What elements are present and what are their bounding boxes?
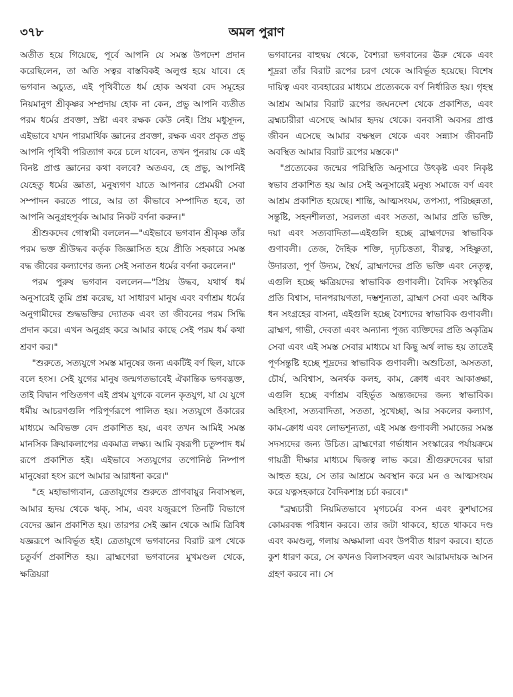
- page-header: [20, 24, 493, 42]
- paragraph: "হে মহাভাগ্যবান, ত্রেতাযুগের শুরুতে প্রাণবায়ুর নিবাসস্থল, আমার হৃদয় থেকে ঋক্, সাম, এবং যজুরূপে তিনটি বিভাগে বেদের জ্ঞান প্রকাশিত হয়। তারপর সেই জ্ঞান থেকে আমি ত্রিবিধ যজ্ঞরূপে আবির্ভূত হই। ত্রেতাযুগে ভগবানের বিরাট রূপ থেকে চতুর্বর্ণ প্রকাশিত হয়। ব্রাহ্মণেরা ভগবানের মুখমণ্ডল থেকে, ক্ষত্রিয়রা: [20, 488, 245, 580]
- paragraph: পরম পুরুষ ভগবান বললেন—"প্রিয় উদ্ধব, যথার্থ ধর্ম অনুসারেই তুমি প্রশ্ন করেছ, যা সাধারণ মানুষ এবং বর্ণাশ্রম ধর্মের অনুগামীদের শুদ্ধভক্তির দ্যোতক এবং তা জীবনের পরম সিদ্ধি প্রদান করে। এখন অনুগ্রহ করে আমার কাছে সেই পরম ধর্ম কথা শ্রবণ কর।": [20, 277, 245, 353]
- paragraph: শ্রীশুকদেব গোস্বামী বললেন—"এইভাবে ভগবান শ্রীকৃষ্ণ তাঁর পরম ভক্ত শ্রীউদ্ধব কর্তৃক জিজ্ঞাসিত হয়ে প্রীতি সহকারে সমস্ত বদ্ধ জীবের কল্যাণের জন্য সেই সনাতন ধর্মের বর্ণনা করলেন।": [20, 229, 245, 272]
- right-column: [268, 48, 493, 688]
- paragraph: "প্রত্যেকের জন্মের পরিস্থিতি অনুসারে উৎকৃষ্ট এবং নিকৃষ্ট স্বভাব প্রকাশিত হয় আর সেই অনুসারেই মনুষ্য সমাজে বর্ণ এবং আশ্রম প্রকাশিত হয়েছে। শান্তি, আত্মসংযম, তপস্যা, পরিচ্ছন্নতা, সন্তুষ্টি, সহনশীলতা, সরলতা এবং সততা, আমার প্রতি ভক্তি, দয়া এবং সত্যবাদিতা—এইগুলি হচ্ছে ব্রাহ্মণদের স্বাভাবিক গুণাবলী। তেজ, দৈহিক শক্তি, দৃঢ়চিত্ততা, বীরত্ব, সহিষ্ণুতা, উদারতা, পূর্ণ উদ্যম, স্থৈর্য, ব্রাহ্মণদের প্রতি ভক্তি এবং নেতৃত্ব, এগুলি হচ্ছে ক্ষত্রিয়দের স্বাভাবিক গুণাবলী। বৈদিক সংস্কৃতির প্রতি বিশ্বাস, দানপরায়ণতা, দম্ভশূন্যতা, ব্রাহ্মণ সেবা এবং অধিক ধন সংগ্রহের বাসনা, এইগুলি হচ্ছে বৈশ্যদের স্বাভাবিক গুণাবলী। ব্রাহ্মণ, গাভী, দেবতা এবং অন্যান্য পূজ্য ব্যক্তিদের প্রতি অকৃত্রিম সেবা এবং এই সমস্ত সেবার মাধ্যমে যা কিছু অর্থ লাভ হয় তাতেই পূর্ণসন্তুষ্টি হচ্ছে শূদ্রদের স্বাভাবিক গুণাবলী। অশুচিতা, অসততা, চৌর্য, অবিশ্বাস, অনর্থক কলহ, কাম, ক্রোধ এবং আকাঙ্ক্ষা, এগুলি হচ্ছে বর্ণাশ্রম বহির্ভূত অন্ত্যজদের জন্য স্বাভাবিক। অহিংসা, সত্যবাদিতা, সততা, সুখেচ্ছা, আর সকলের কল্যাণ, কাম-ক্রোধ এবং লোভশূন্যতা, এই সমস্ত গুণাবলী সমাজের সমস্ত সদস্যদের জন্য উচিত। ব্রাহ্মণেরা গর্ভাধান সংস্কারের পর্যায়ক্রমে গায়ত্রী দীক্ষার মাধ্যমে দ্বিজত্ব লাভ করে। শ্রীগুরুদেবের দ্বারা আহুত হয়ে, সে তার আশ্রমে অবস্থান করে মন ও আত্মসংযম করে যত্নসহকারে বৈদিকশাস্ত্র চর্চা করবে।": [268, 164, 493, 499]
- paragraph: ভগবানের বাহুদ্বয় থেকে, বৈশ্যরা ভগবানের ঊরু থেকে এবং শূদ্ররা তাঁর বিরাট রূপের চরণ থেকে আবির্ভূত হয়েছে। বিশেষ দায়িত্ব এবং ব্যবহারের মাধ্যমে প্রত্যেককে বর্ণ নির্ধারিত হয়। গৃহস্থ আশ্রম আমার বিরাট রূপের জঘনদেশ থেকে প্রকাশিত, এবং ব্রহ্মচারীরা এসেছে আমার হৃদয় থেকে। বনবাসী অবসর প্রাপ্ত জীবন এসেছে আমার বক্ষস্থল থেকে এবং সন্ন্যাস জীবনটি অবস্থিত আমার বিরাট রূপের মস্তকে।": [268, 51, 493, 159]
- paragraph: অতীত হয়ে গিয়েছে, পূর্বে আপনি যে সমস্ত উপদেশ প্রদান করেছিলেন, তা অতি সত্বর বাস্তবিকই অলুপ্ত হয়ে যাবে। হে ভগবান অচ্যুত, এই পৃথিবীতে ধর্ম হোক অথবা বেদ সমূহের নিয়মানুগ শ্রীকৃষ্ণর সম্প্রদায় হোক না কেন, প্রভু আপনি ব্যতীত পরম ধর্মের প্রবক্তা, স্রষ্টা এবং রক্ষক কেউ নেই। প্রিয় মধুসূদন, এইভাবে যখন পারমার্থিক জ্ঞানের প্রবক্তা, রক্ষক এবং প্রকৃত প্রভু আপনি পৃথিবী পরিত্যাগ করে চলে যাবেন, তখন পুনরায় কে এই বিনষ্ট প্রাপ্ত জ্ঞানের কথা বলবে? অতএব, হে প্রভু, আপনিই যেহেতু ধর্মের জ্ঞাতা, মনুষ্যগণ যাতে আপনার প্রেমময়ী সেবা সম্পাদন করতে পারে, আর তা কীভাবে সম্পাদিত হবে, তা আপনি অনুগ্রহপূর্বক আমার নিকট বর্ণনা করুন।": [20, 51, 245, 224]
- paragraph: "শুরুতে, সত্যযুগে সমস্ত মানুষের জন্য একটিই বর্ণ ছিল, যাকে বলে হংস। সেই যুগের মানুষ জন্মগতভাবেই ঐকান্তিক ভগবদ্ভক্ত, তাই বিদ্বান পণ্ডিতগণ এই প্রথম যুগকে বলেন কৃতযুগ, যা যে যুগে ধর্মীয় আচরণগুলি পরিপূর্ণরূপে পালিত হয়। সত্যযুগে ওঁকারের মাধ্যমে অবিভক্ত বেদ প্রকাশিত হয়, এবং তখন আমিই সমস্ত মানসিক ক্রিয়াকলাপের একমাত্র লক্ষ্য। আমি বৃষরূপী চতুষ্পাদ ধর্ম রূপে প্রকাশিত হই। এইভাবে সত্যযুগের তপোনিষ্ঠ নিষ্পাপ মানুষেরা হংস রূপে আমার আরাধনা করে।": [20, 358, 245, 483]
- page-number: ৩৭৮: [20, 25, 44, 39]
- running-title: অমল পুরাণ: [228, 25, 285, 39]
- paragraph: "ব্রহ্মচারী নিয়মিতভাবে মৃগচর্মের বসন এবং কুশঘাসের কোমরবন্ধ পরিধান করবে। তার জটা থাকবে, হাতে থাকবে দণ্ড এবং কমণ্ডলু, গলায় অক্ষমালা এবং উপবীত ধারণ করবে। হাতে কুশ ধারণ করে, সে কখনও বিলাসবহুল এবং আরামদায়ক আসন গ্রহণ করবে না। সে: [268, 504, 493, 580]
- left-column: [20, 48, 245, 688]
